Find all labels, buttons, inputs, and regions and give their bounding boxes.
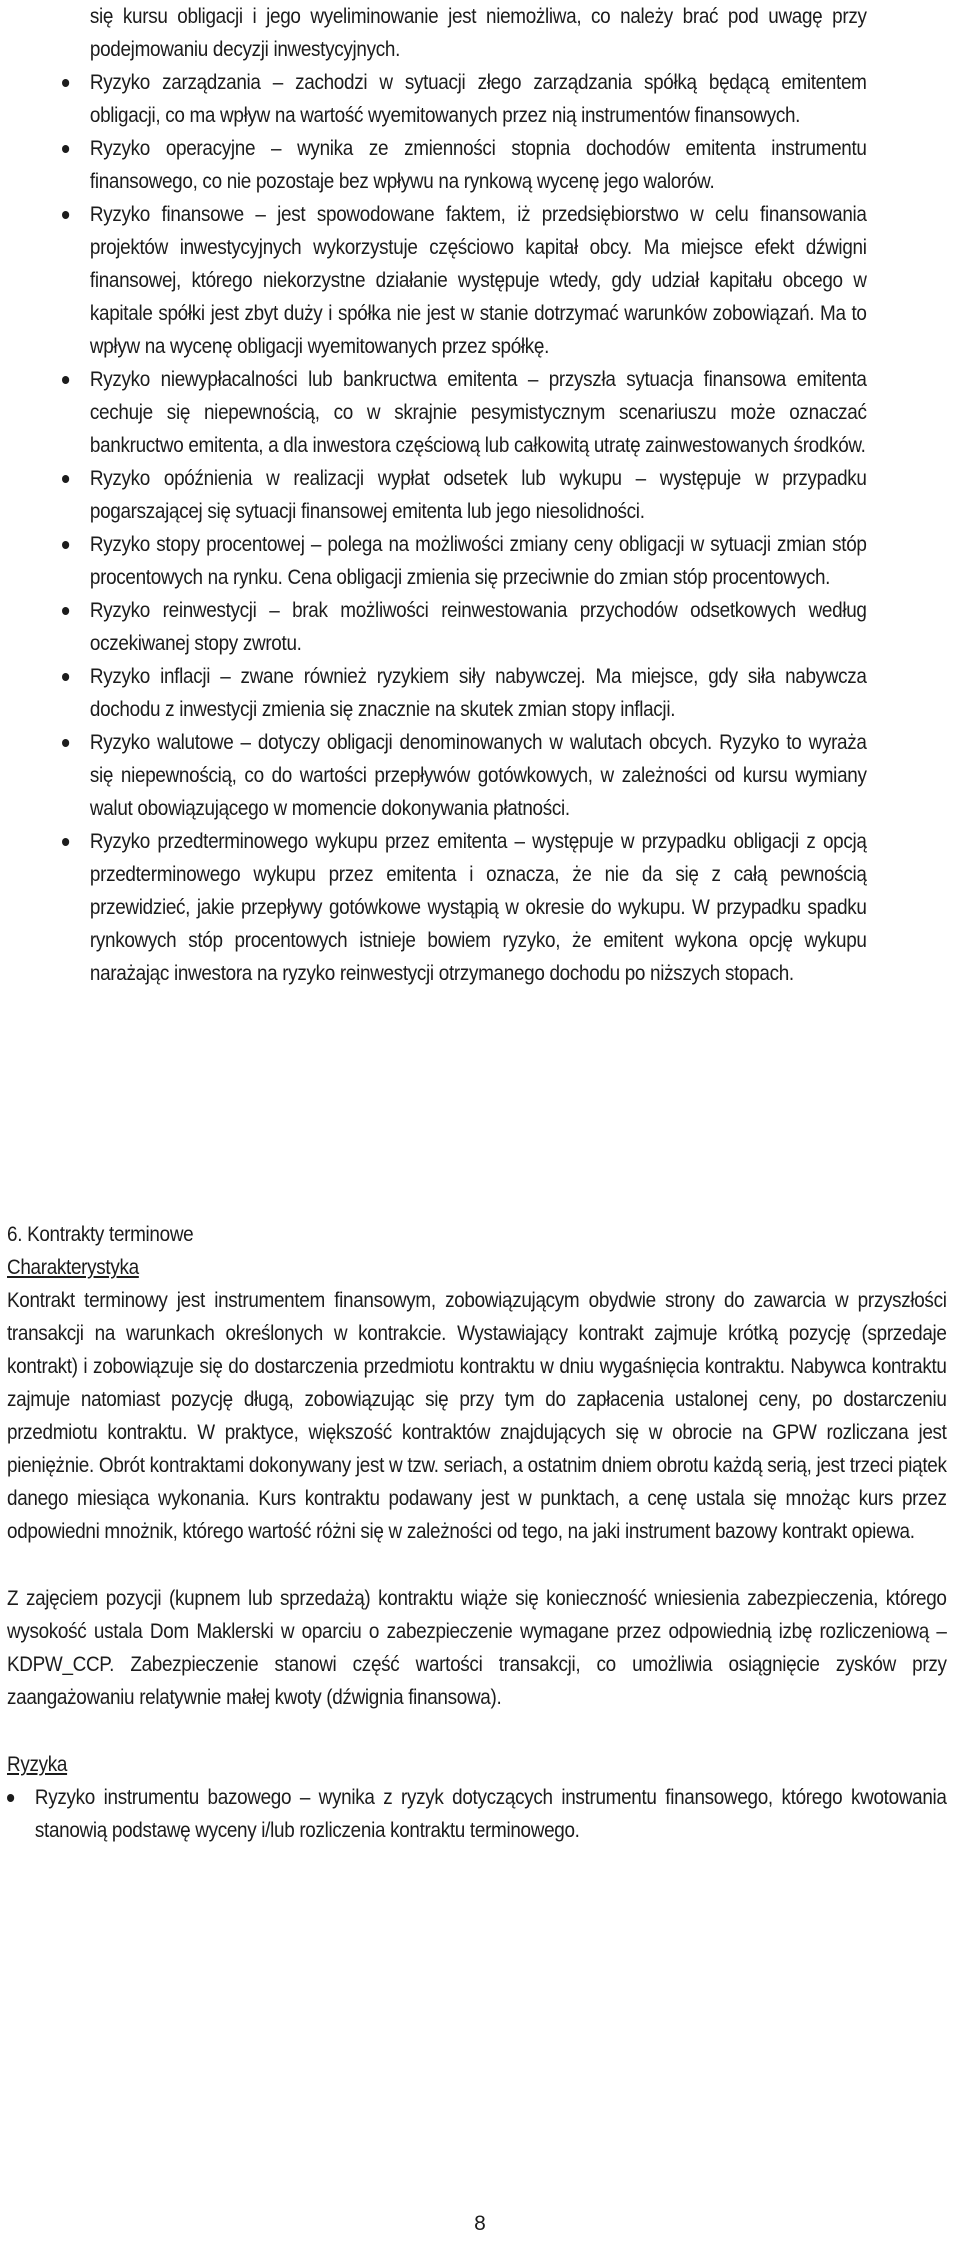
bullet-icon bbox=[62, 79, 69, 87]
list-item bbox=[62, 528, 867, 594]
characteristics-heading: Charakterystyka bbox=[7, 1256, 139, 1279]
futures-risk-list bbox=[7, 1781, 947, 1847]
bullet-icon bbox=[62, 376, 69, 384]
bullet-icon bbox=[62, 475, 69, 483]
list-item-text: Ryzyko instrumentu bazowego – wynika z ryzyk dotyczących instrumentu finansowego, którego kwotowania stanowią podstawę wyceny i/lub rozliczenia kontraktu terminowego. bbox=[34, 1786, 947, 1842]
characteristics-paragraph-1: Kontrakt terminowy jest instrumentem finansowym, zobowiązującym obydwie strony do zawarcia w przyszłości transakcji na warunkach określonych w kontrakcie. Wystawiający kontrakt zajmuje krótką pozycję (sprzedaje kontrakt) i zobowiązuje się do dostarczenia przedmiotu kontraktu w dniu wygaśnięcia kontraktu. Nabywca kontraktu zajmuje natomiast pozycję długą, zobowiązując się przy tym do zapłacenia ustalonej ceny, po dostarczeniu przedmiotu kontraktu. W praktyce, większość kontraktów znajdujących się w obrocie na GPW rozliczana jest pieniężnie. Obrót kontraktami dokonywany jest w tzw. seriach, a ostatnim dniem obrotu każdą serią, jest trzeci piątek danego miesiąca wykonania. Kurs kontraktu podawany jest w punktach, a cenę ustala się mnożąc kurs przez odpowiedni mnożnik, którego wartość różni się w zależności od tego, na jaki instrument bazowy kontrakt opiewa. bbox=[7, 1289, 947, 1543]
risks-heading: Ryzyka bbox=[7, 1753, 68, 1776]
list-item bbox=[7, 1781, 947, 1847]
list-item bbox=[62, 132, 867, 198]
bullet-icon bbox=[62, 838, 69, 846]
list-item bbox=[62, 363, 867, 462]
list-item bbox=[62, 660, 867, 726]
characteristics-paragraph-2: Z zajęciem pozycji (kupnem lub sprzedażą) kontraktu wiąże się konieczność wniesienia zabezpieczenia, którego wysokość ustala Dom Maklerski w oparciu o zabezpieczenie wymagane przez odpowiednią izbę rozliczeniową – KDPW_CCP. Zabezpieczenie stanowi część wartości transakcji, co umożliwia osiągnięcie zysków przy zaangażowaniu relatywnie małej kwoty (dźwignia finansowa). bbox=[7, 1587, 947, 1709]
list-item bbox=[62, 66, 867, 132]
bullet-icon bbox=[62, 607, 69, 615]
page-number: 8 bbox=[474, 2212, 486, 2235]
bullet-icon bbox=[62, 211, 69, 219]
bullet-icon bbox=[62, 673, 69, 681]
list-item-text: Ryzyko operacyjne – wynika ze zmienności stopnia dochodów emitenta instrumentu finansowego, co nie pozostaje bez wpływu na rynkową wycenę jego walorów. bbox=[89, 137, 867, 193]
list-item-text: Ryzyko zarządzania – zachodzi w sytuacji złego zarządzania spółką będącą emitentem obligacji, co ma wpływ na wartość wyemitowanych przez nią instrumentów finansowych. bbox=[89, 71, 867, 127]
list-item-text: Ryzyko stopy procentowej – polega na możliwości zmiany ceny obligacji w sytuacji zmian stóp procentowych na rynku. Cena obligacji zmienia się przeciwnie do zmian stóp procentowych. bbox=[89, 533, 867, 589]
list-item-text: Ryzyko niewypłacalności lub bankructwa emitenta – przyszła sytuacja finansowa emitenta cechuje się niepewnością, co w skrajnie pesymistycznym scenariuszu może oznaczać bankructwo emitenta, a dla inwestora częściową lub całkowitą utratę zainwestowanych środków. bbox=[89, 368, 867, 457]
list-item bbox=[62, 726, 867, 825]
continued-paragraph: się kursu obligacji i jego wyeliminowanie jest niemożliwa, co należy brać pod uwagę przy podejmowaniu decyzji inwestycyjnych. bbox=[89, 5, 867, 61]
list-item-text: Ryzyko inflacji – zwane również ryzykiem siły nabywczej. Ma miejsce, gdy siła nabywcza dochodu z inwestycji zmienia się znacznie na skutek zmian stopy inflacji. bbox=[89, 665, 867, 721]
bullet-icon bbox=[62, 145, 69, 153]
futures-section bbox=[7, 1218, 947, 1847]
bond-risk-list-block bbox=[62, 0, 867, 990]
list-item-text: Ryzyko przedterminowego wykupu przez emitenta – występuje w przypadku obligacji z opcją przedterminowego wykupu przez emitenta i oznacza, że nie da się z całą pewnością przewidzieć, jakie przepływy gotówkowe wystąpią w okresie do wykupu. W przypadku spadku rynkowych stóp procentowych istnieje bowiem ryzyko, że emitent wykona opcję wykupu narażając inwestora na ryzyko reinwestycji otrzymanego dochodu po niższych stopach. bbox=[89, 830, 867, 985]
list-item-text: Ryzyko reinwestycji – brak możliwości reinwestowania przychodów odsetkowych według oczekiwanej stopy zwrotu. bbox=[89, 599, 867, 655]
list-item-text: Ryzyko finansowe – jest spowodowane faktem, iż przedsiębiorstwo w celu finansowania projektów inwestycyjnych wykorzystuje częściowo kapitał obcy. Ma miejsce efekt dźwigni finansowej, którego niekorzystne działanie występuje wtedy, gdy udział kapitału obcego w kapitale spółki jest zbyt duży i spółka nie jest w stanie dotrzymać warunków zobowiązań. Ma to wpływ na wycenę obligacji wyemitowanych przez spółkę. bbox=[89, 203, 867, 358]
list-item bbox=[62, 594, 867, 660]
bullet-icon bbox=[7, 1794, 14, 1802]
bullet-icon bbox=[62, 739, 69, 747]
list-item bbox=[62, 462, 867, 528]
list-item-text: Ryzyko opóźnienia w realizacji wypłat odsetek lub wykupu – występuje w przypadku pogarszającej się sytuacji finansowej emitenta lub jego niesolidności. bbox=[89, 467, 867, 523]
bullet-icon bbox=[62, 541, 69, 549]
list-item-text: Ryzyko walutowe – dotyczy obligacji denominowanych w walutach obcych. Ryzyko to wyraża się niepewnością, co do wartości przepływów gotówkowych, w zależności od kursu wymiany walut obowiązującego w momencie dokonywania płatności. bbox=[89, 731, 867, 820]
list-item bbox=[62, 825, 867, 990]
bond-risk-list bbox=[62, 66, 867, 990]
section-title: 6. Kontrakty terminowe bbox=[7, 1223, 194, 1246]
list-item bbox=[62, 198, 867, 363]
